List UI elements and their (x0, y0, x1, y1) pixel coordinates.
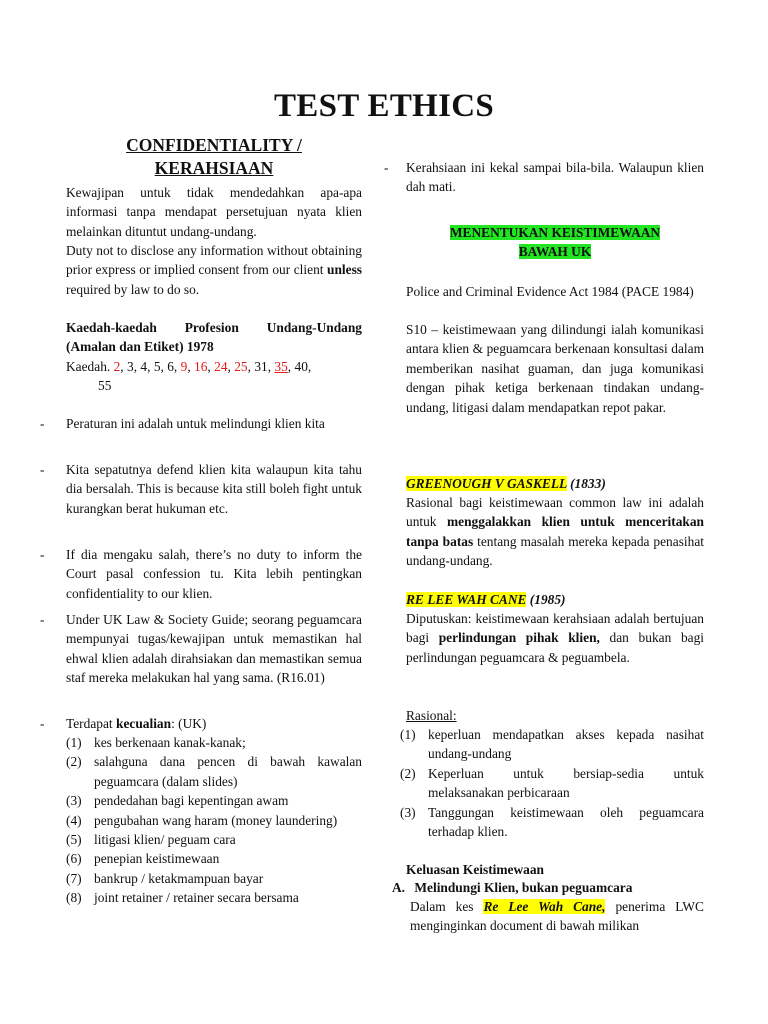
case-heading (406, 474, 704, 493)
sub-heading-a (392, 878, 704, 897)
kaedah-last-number: 55 (98, 378, 112, 394)
list-text: keperluan mendapatkan akses kepada nasihat undang-undang (428, 727, 704, 762)
list-text: pendedahan bagi kepentingan awam (94, 793, 289, 809)
bullet-item (40, 610, 362, 688)
list-text: pengubahan wang haram (money laundering) (94, 812, 338, 828)
kaedah-number: 4 (140, 359, 148, 374)
section-heading-line1: CONFIDENTIALITY / (126, 135, 302, 155)
green-heading-line1: MENENTUKAN KEISTIMEWAAN (449, 225, 661, 240)
case-text-a: Rasional bagi keistimewaan common law ini adalah untuk (406, 495, 704, 530)
bullet-text-kecualian: kecualian (116, 716, 172, 731)
list-number: (3) (66, 793, 82, 809)
intro-malay: Kewajipan untuk tidak mendedahkan apa-apa informasi tanpa mendapat persetujuan nyata klien melainkan dituntut undang-undang. (66, 185, 362, 239)
bullet-dash: - (40, 612, 45, 627)
list-item (400, 764, 704, 803)
kaedah-number: 3 (127, 359, 134, 374)
list-number: (7) (66, 870, 82, 886)
case-name: RE LEE WAH CANE (406, 592, 527, 607)
list-number: (4) (66, 812, 82, 828)
s10-text: S10 – keistimewaan yang dilindungi ialah komunikasi antara klien & peguamcara berkenaan konsultasi dalam memberikan nasihat guaman, dan juga komunikasi dengan pihak ketiga berkenaan tindakan undang-undang, litigasi dalam mendapatkan repot pakar. (406, 322, 704, 415)
list-item (66, 752, 362, 791)
kaedah-number: 9 (180, 359, 188, 374)
case-year: (1985) (526, 592, 566, 607)
case-name: Re Lee Wah Cane, (483, 899, 606, 914)
list-text: penepian keistimewaan (94, 851, 220, 867)
case-heading (406, 590, 704, 609)
list-text: kes berkenaan kanak-kanak; (94, 735, 246, 750)
kaedah-prefix: Kaedah. (66, 359, 114, 374)
list-item (66, 869, 362, 888)
list-item (66, 849, 362, 868)
list-number: (1) (66, 735, 82, 750)
list-item (66, 888, 362, 907)
kaedah-number: 16 (194, 359, 208, 374)
last-paragraph (410, 897, 704, 936)
list-item (66, 733, 362, 752)
last-paragraph-text-a: Dalam kes (410, 899, 484, 914)
kaedah-title: Kaedah-kaedah Profesion Undang-Undang (Amalan dan Etiket) 1978 (66, 320, 362, 355)
case-text (406, 609, 704, 667)
bullet-item (384, 158, 704, 197)
bullet-item (40, 714, 362, 733)
kaedah-numbers: Kaedah. 2, 3, 4, 5, 6, 9, 16, 24, 25, 31, 35, 40, (66, 359, 312, 374)
list-item (66, 830, 362, 849)
kaedah-number: 31 (254, 359, 268, 374)
kaedah-number: 24 (214, 359, 228, 374)
bullet-text: Under UK Law & Society Guide; seorang peguamcara mempunyai tugas/kewajipan untuk memastikan hal ehwal klien adalah dirahsiakan dan memastikan semua staf mereka melakukan hal yang sama. (R16.01) (66, 612, 362, 686)
list-number: (2) (400, 765, 416, 781)
rasional-title: Rasional: (406, 708, 457, 723)
bullet-text: Peraturan ini adalah untuk melindungi klien kita (66, 416, 325, 431)
case-text-bold: perlindungan pihak klien, (438, 630, 600, 646)
bullet-item (40, 414, 362, 433)
bullet-text: If dia mengaku salah, there’s no duty to inform the Court pasal confession tu. Kita lebih pentingkan confidentiality to our klien. (66, 547, 362, 601)
list-text: joint retainer / retainer secara bersama (94, 890, 299, 906)
green-heading-line2: BAWAH UK (518, 244, 592, 260)
intro-english-text-b: required by law to do so. (66, 281, 200, 297)
list-item (400, 803, 704, 842)
kaedah-number: 35 (274, 359, 288, 374)
bullet-dash: - (40, 462, 45, 477)
kaedah-number: 6 (167, 359, 174, 374)
list-number: (5) (66, 832, 82, 848)
list-item (66, 791, 362, 810)
bullet-item (40, 460, 362, 518)
document-title: TEST ETHICS (273, 88, 495, 124)
list-number: (2) (66, 754, 82, 770)
case-text-a: Diputuskan: keistimewaan kerahsiaan adalah bertujuan bagi (406, 611, 704, 646)
bullet-text: Kerahsiaan ini kekal sampai bila-bila. Walaupun klien dah mati. (406, 160, 704, 195)
intro-english-text-a: Duty not to disclose any information without obtaining prior express or implied consent from our client (66, 243, 362, 278)
keluasan-title: Keluasan Keistimewaan (406, 862, 544, 877)
rasional-list (400, 725, 704, 841)
bullet-text-b: : (UK) (171, 716, 207, 731)
section-heading (66, 134, 362, 180)
kaedah-list (66, 357, 362, 396)
kaedah-number: 25 (234, 359, 248, 374)
list-number: (1) (400, 727, 416, 742)
list-item (400, 725, 704, 764)
intro-english (66, 241, 362, 299)
kaedah-number: 2 (113, 359, 121, 374)
list-number: (3) (400, 804, 416, 820)
list-text: Keperluan untuk bersiap-sedia untuk melaksanakan perbicaraan (428, 765, 704, 801)
case-text-b: dan bukan bagi perlindungan peguamcara & peguambela. (406, 630, 705, 665)
bullet-dash: - (40, 416, 45, 431)
sub-heading-text: Melindungi Klien, bukan peguamcara (414, 880, 633, 895)
case-text-b: tentang masalah mereka kepada penasihat undang-undang. (406, 533, 704, 569)
intro-english-unless: unless (327, 262, 362, 278)
list-text: Tanggungan keistimewaan oleh peguamcara terhadap klien. (428, 804, 704, 840)
kaedah-number: 5 (153, 359, 161, 374)
bullet-dash: - (40, 716, 45, 731)
list-item (66, 811, 362, 830)
list-number: (6) (66, 851, 82, 867)
bullet-dash: - (40, 547, 45, 562)
case-year: (1833) (566, 476, 606, 491)
exceptions-list (66, 733, 362, 908)
last-paragraph-text-b: penerima LWC menginginkan document di bawah milikan (410, 899, 704, 934)
list-text: bankrup / ketakmampuan bayar (94, 870, 264, 886)
case-text-bold: menggalakkan klien untuk menceritakan tanpa batas (406, 514, 704, 549)
pace-act: Police and Criminal Evidence Act 1984 (PACE 1984) (406, 284, 694, 299)
list-number: (8) (66, 890, 82, 906)
bullet-text-a: Terdapat (66, 716, 116, 731)
list-text: litigasi klien/ peguam cara (94, 832, 236, 848)
kaedah-number: 40 (294, 359, 308, 374)
case-text (406, 493, 704, 571)
list-text: salahguna dana pencen di bawah kawalan peguamcara (dalam slides) (94, 754, 362, 789)
sub-heading-label: A. (392, 880, 406, 895)
bullet-dash: - (384, 160, 389, 175)
section-heading-line2: KERAHSIAAN (154, 158, 274, 178)
bullet-item (40, 545, 362, 603)
case-name: GREENOUGH V GASKELL (406, 476, 567, 491)
green-heading (406, 223, 704, 262)
bullet-text: Kita sepatutnya defend klien kita walaupun kita tahu dia bersalah. This is because kita still boleh fight untuk kurangkan berat hukuman etc. (66, 462, 362, 516)
